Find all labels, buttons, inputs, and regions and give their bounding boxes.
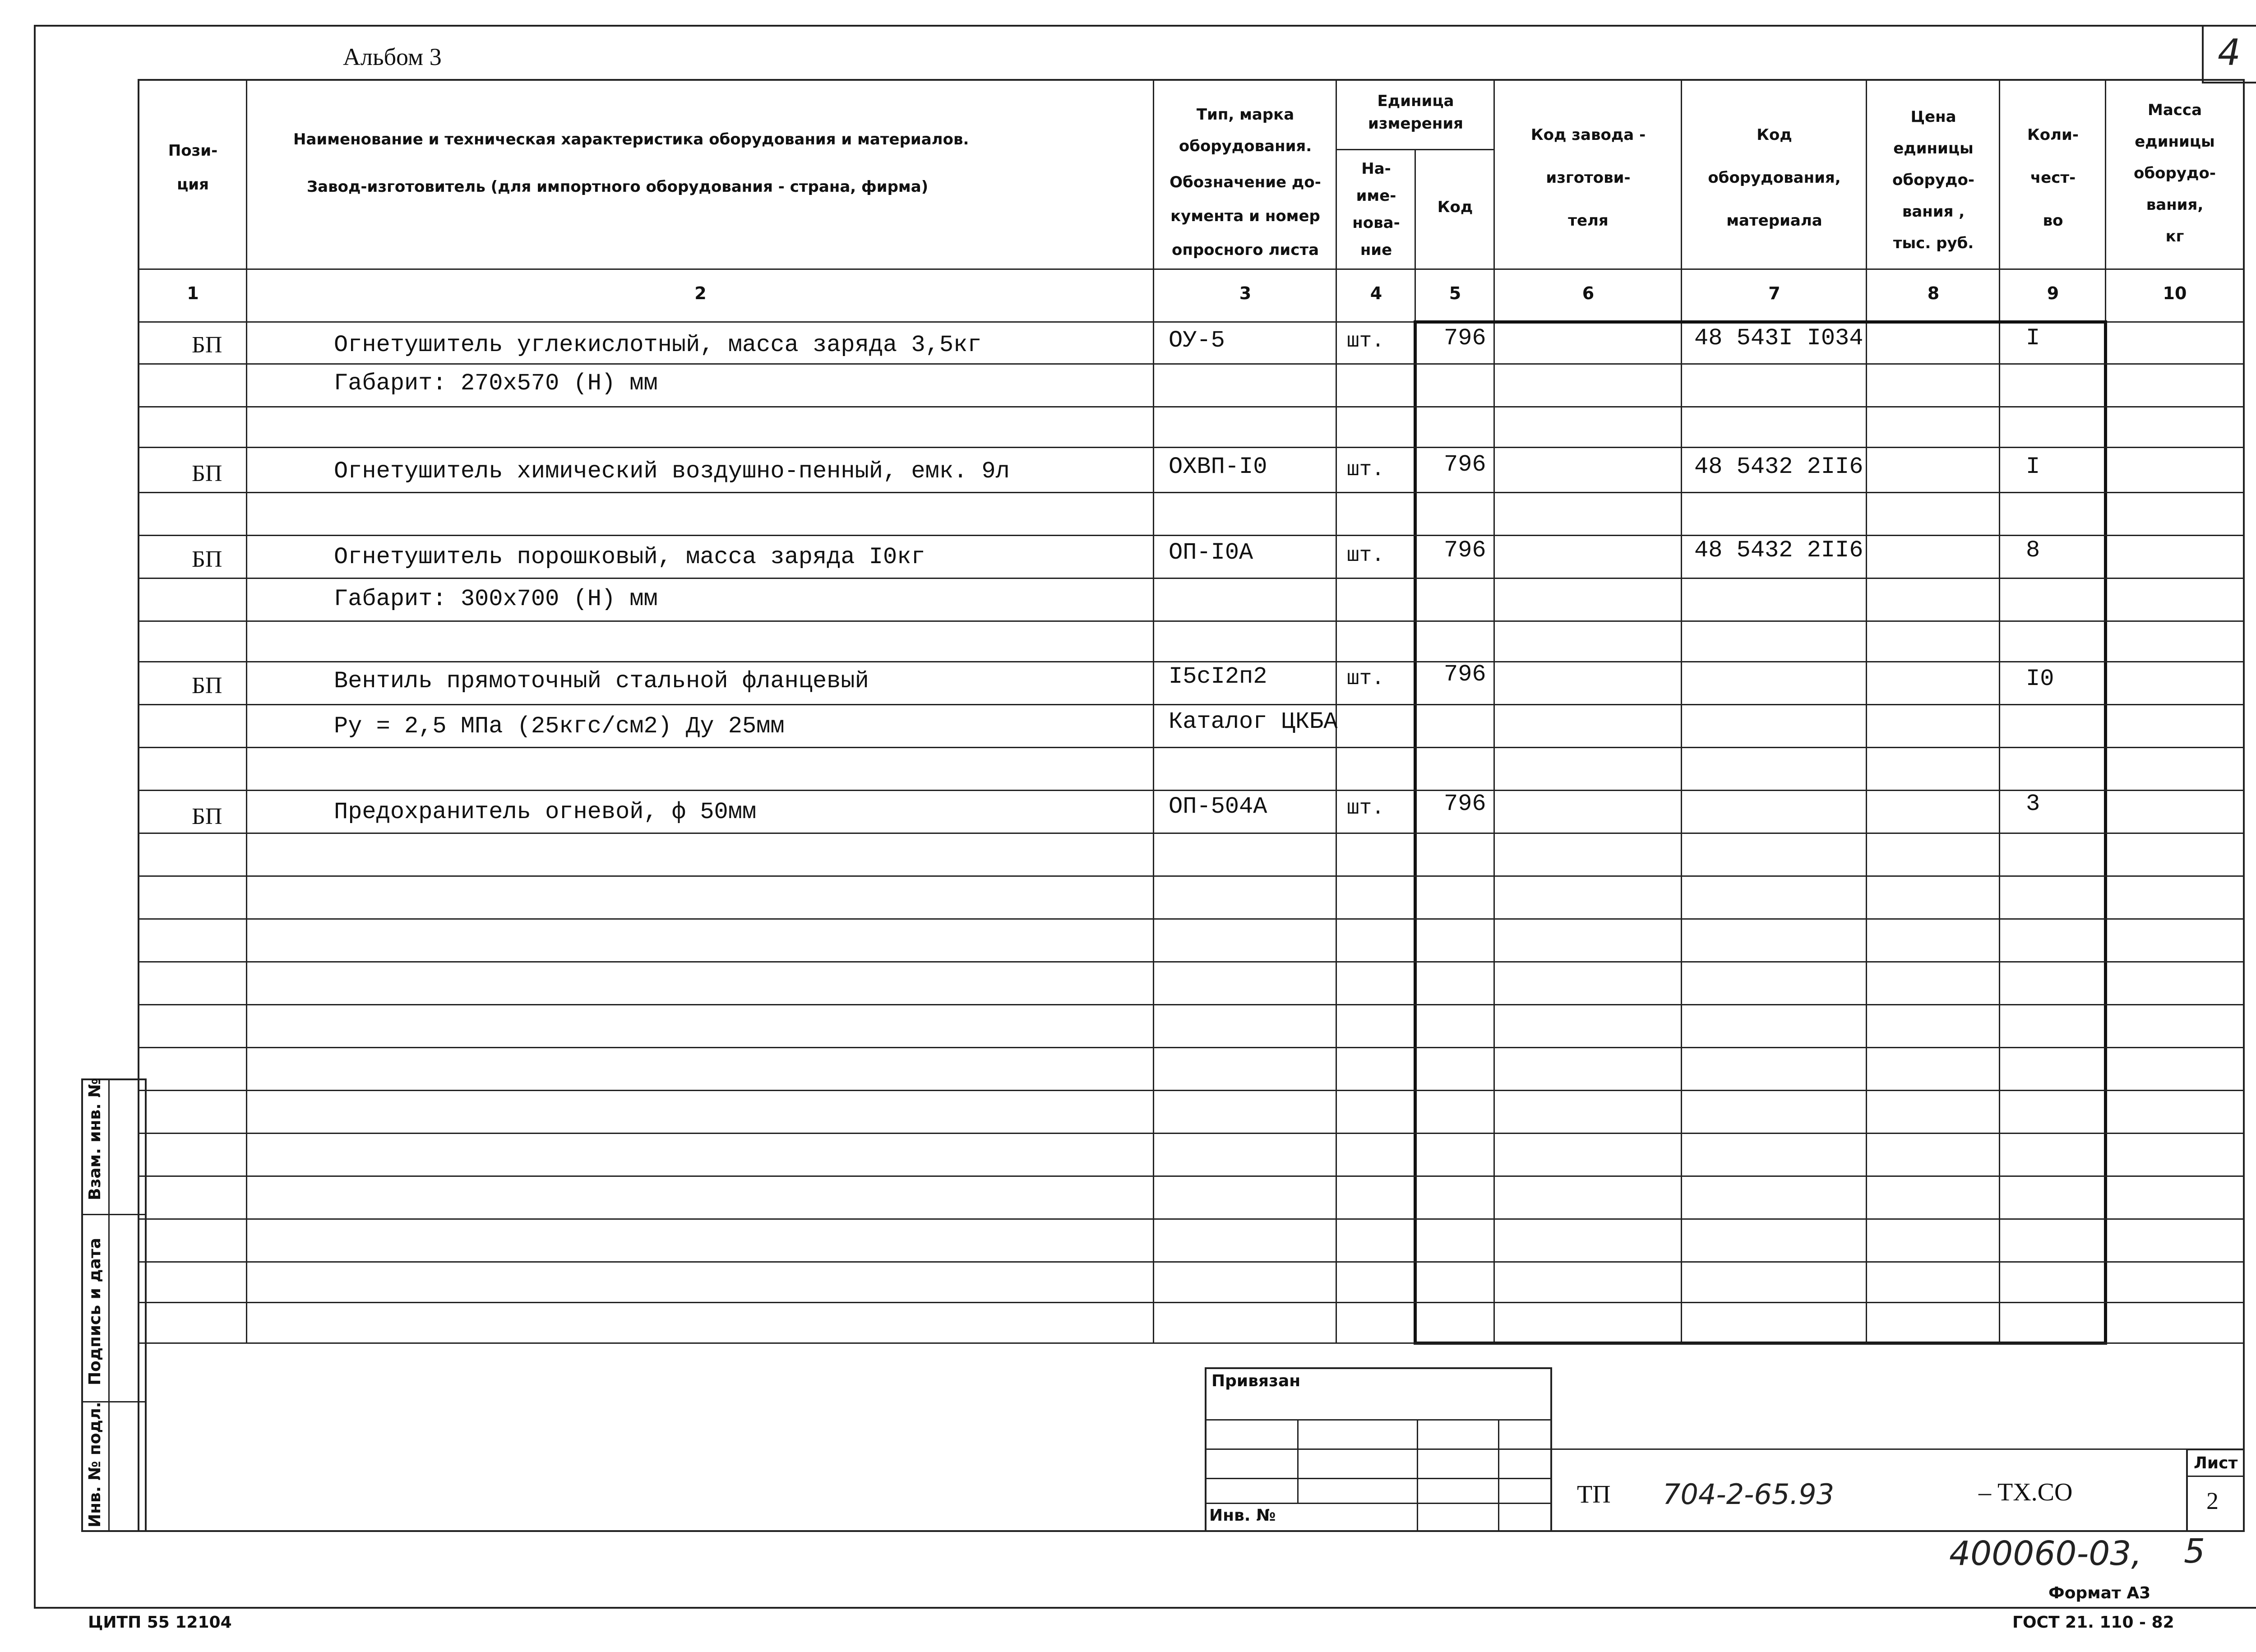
header-unit-line1: Единица (1377, 92, 1454, 110)
row-type: ОП-504А (1169, 793, 1267, 820)
colnum-2: 2 (694, 283, 707, 303)
colnum-3: 3 (1239, 283, 1252, 303)
row-qty: I (2026, 325, 2040, 352)
colnum-6: 6 (1582, 283, 1595, 303)
row-line (138, 1342, 2245, 1344)
row-code: 796 (1444, 791, 1486, 817)
row-position: БП (192, 332, 222, 358)
row-name: Ру = 2,5 МПа (25кгс/см2) Ду 25мм (334, 713, 785, 740)
row-line (138, 492, 2245, 493)
linked-vline (1417, 1419, 1418, 1532)
row-code: 796 (1444, 661, 1486, 688)
row-line (138, 578, 2245, 579)
format-label: Формат А3 (2048, 1584, 2151, 1602)
row-equip-code: 48 5432 2II6 (1694, 453, 1863, 480)
header-col7-line1: Код (1757, 126, 1792, 144)
corner-page-number: 4 (2218, 32, 2241, 74)
col-line-1 (246, 79, 247, 1342)
header-col9-line3: во (2043, 212, 2063, 230)
row-line (138, 961, 2245, 963)
col-line-6 (1681, 79, 1682, 1342)
row-type: Каталог ЦКБА (1169, 708, 1338, 735)
header-col10-line4: вания, (2146, 196, 2204, 214)
linked-label: Привязан (1211, 1372, 1301, 1390)
header-col1-line1: Пози- (168, 142, 218, 160)
row-name: Огнетушитель углекислотный, масса заряда 3,5кг (334, 332, 982, 358)
header-col10-line1: Масса (2147, 101, 2202, 119)
row-line (138, 875, 2245, 877)
header-col2-line1: Наименование и техническая характеристика оборудования и материалов. (293, 130, 969, 148)
side-stamp-signature-date: Подпись и дата (86, 1238, 104, 1385)
linked-line (1205, 1478, 1552, 1479)
row-line (138, 833, 2245, 834)
row-position: БП (192, 673, 222, 699)
handwritten-page: 5 (2184, 1532, 2205, 1571)
title-suffix: – ТХ.СО (1979, 1478, 2073, 1506)
header-col3-line4: кумента и номер (1170, 207, 1320, 225)
header-col10-line3: оборудо- (2134, 164, 2216, 182)
title-project-code: 704-2-65.93 (1663, 1478, 1835, 1511)
row-unit: шт. (1347, 458, 1384, 481)
row-line (138, 363, 2245, 365)
row-equip-code: 48 5432 2II6 (1694, 537, 1863, 564)
header-col2-line2: Завод-изготовитель (для импортного оборудования - страна, фирма) (307, 178, 929, 196)
row-line (138, 1004, 2245, 1005)
row-equip-code: 48 543I I034 (1694, 325, 1863, 352)
thick-top (1414, 320, 2107, 324)
header-col8-line3: оборудо- (1892, 171, 1974, 189)
header-col8-line1: Цена (1910, 108, 1956, 126)
col-line-5 (1493, 79, 1495, 1342)
col-line-8 (1999, 79, 2000, 1342)
row-line (138, 918, 2245, 920)
row-position: БП (192, 546, 222, 572)
row-name: Огнетушитель порошковый, масса заряда I0кг (334, 544, 925, 570)
linked-line (1205, 1419, 1552, 1421)
footer-right-standard: ГОСТ 21. 110 - 82 (2012, 1613, 2174, 1632)
title-tp: ТП (1577, 1481, 1611, 1509)
row-name: Вентиль прямоточный стальной фланцевый (334, 668, 869, 694)
row-line (138, 447, 2245, 448)
linked-line (1205, 1503, 1552, 1504)
header-unit-line2: измерения (1368, 115, 1463, 133)
row-type: ОП-I0А (1169, 539, 1253, 566)
colnum-4: 4 (1370, 283, 1382, 303)
row-line (138, 704, 2245, 705)
row-unit: шт. (1347, 667, 1384, 690)
row-line (138, 1175, 2245, 1177)
header-col8-line2: единицы (1893, 139, 1974, 157)
footer-left-code: ЦИТП 55 12104 (88, 1613, 232, 1632)
row-qty: 8 (2026, 537, 2040, 564)
linked-vline (1297, 1419, 1299, 1503)
row-line (138, 1261, 2245, 1263)
row-unit: шт. (1347, 329, 1384, 353)
header-col8-line4: вания , (1902, 203, 1965, 221)
row-line (138, 1133, 2245, 1134)
sheet-number: 2 (2206, 1487, 2219, 1514)
row-qty: 3 (2026, 791, 2040, 817)
row-code: 796 (1444, 537, 1486, 564)
row-qty: I (2026, 453, 2040, 480)
row-line (138, 790, 2245, 791)
sheet-box-line (2186, 1476, 2245, 1477)
row-position: БП (192, 461, 222, 486)
row-line (138, 620, 2245, 622)
row-code: 796 (1444, 451, 1486, 478)
side-stamp-sep (81, 1214, 147, 1215)
side-stamp-inv-orig: Инв. № подл. (86, 1402, 104, 1527)
album-label: Альбом 3 (343, 43, 442, 70)
header-col10-line2: единицы (2135, 133, 2215, 151)
row-line (138, 661, 2245, 662)
header-col4-line2: име- (1356, 187, 1396, 205)
header-col5: Код (1437, 198, 1473, 216)
inv-no-label: Инв. № (1209, 1506, 1276, 1525)
row-position: БП (192, 804, 222, 829)
row-name: Огнетушитель химический воздушно-пенный, емк. 9л (334, 458, 1010, 485)
colnum-9: 9 (2047, 283, 2059, 303)
header-col6-line2: изготови- (1546, 169, 1631, 187)
row-type: ОХВП-I0 (1169, 453, 1267, 480)
handwritten-doc-code: 400060-03, (1949, 1534, 2142, 1573)
row-line (138, 1047, 2245, 1048)
colnum-8: 8 (1927, 283, 1940, 303)
colnum-10: 10 (2163, 283, 2187, 303)
row-code: 796 (1444, 325, 1486, 352)
row-qty: I0 (2026, 666, 2054, 692)
col-line-7 (1866, 79, 1867, 1342)
side-stamp-replace-inv: Взам. инв. № (86, 1078, 104, 1200)
col-line-2 (1153, 79, 1154, 1342)
row-type: ОУ-5 (1169, 327, 1225, 354)
header-col6-line3: теля (1568, 212, 1609, 230)
header-col1-line2: ция (177, 176, 209, 194)
header-col6-line1: Код завода - (1530, 126, 1646, 144)
header-col7-line2: оборудования, (1708, 169, 1841, 187)
row-line (138, 747, 2245, 748)
title-top-line (1552, 1448, 2245, 1450)
row-line (138, 1090, 2245, 1091)
header-col4-line4: ние (1360, 241, 1392, 259)
row-unit: шт. (1347, 544, 1384, 567)
row-line (138, 406, 2245, 407)
row-name: Габарит: 300x700 (Н) мм (334, 586, 658, 612)
colnum-5: 5 (1449, 283, 1461, 303)
sheet-label: Лист (2194, 1454, 2238, 1472)
linked-line (1205, 1448, 1552, 1450)
header-col9-line1: Коли- (2027, 126, 2079, 144)
header-col10-line5: кг (2165, 227, 2184, 245)
row-type: I5сI2п2 (1169, 663, 1267, 690)
header-col3-line2: оборудования. (1179, 137, 1312, 155)
colnum-1: 1 (187, 283, 199, 303)
header-col3-line5: опросного листа (1171, 241, 1319, 259)
header-bottom-line (138, 268, 2245, 270)
row-name: Предохранитель огневой, ф 50мм (334, 799, 757, 825)
header-col9-line2: чест- (2030, 169, 2076, 187)
row-line (138, 535, 2245, 536)
header-col3-line3: Обозначение до- (1170, 173, 1321, 191)
header-col8-line5: тыс. руб. (1893, 234, 1974, 252)
row-line (138, 1218, 2245, 1220)
header-col7-line3: материала (1726, 212, 1822, 230)
colnum-7: 7 (1768, 283, 1780, 303)
header-col4-line3: нова- (1352, 214, 1400, 232)
row-line (138, 1302, 2245, 1303)
linked-vline (1498, 1419, 1499, 1532)
header-col4-line1: На- (1361, 160, 1391, 178)
row-name: Габарит: 270x570 (Н) мм (334, 370, 658, 397)
side-stamp-divider (108, 1078, 110, 1532)
row-unit: шт. (1347, 796, 1384, 820)
header-col3-line1: Тип, марка (1196, 106, 1294, 124)
